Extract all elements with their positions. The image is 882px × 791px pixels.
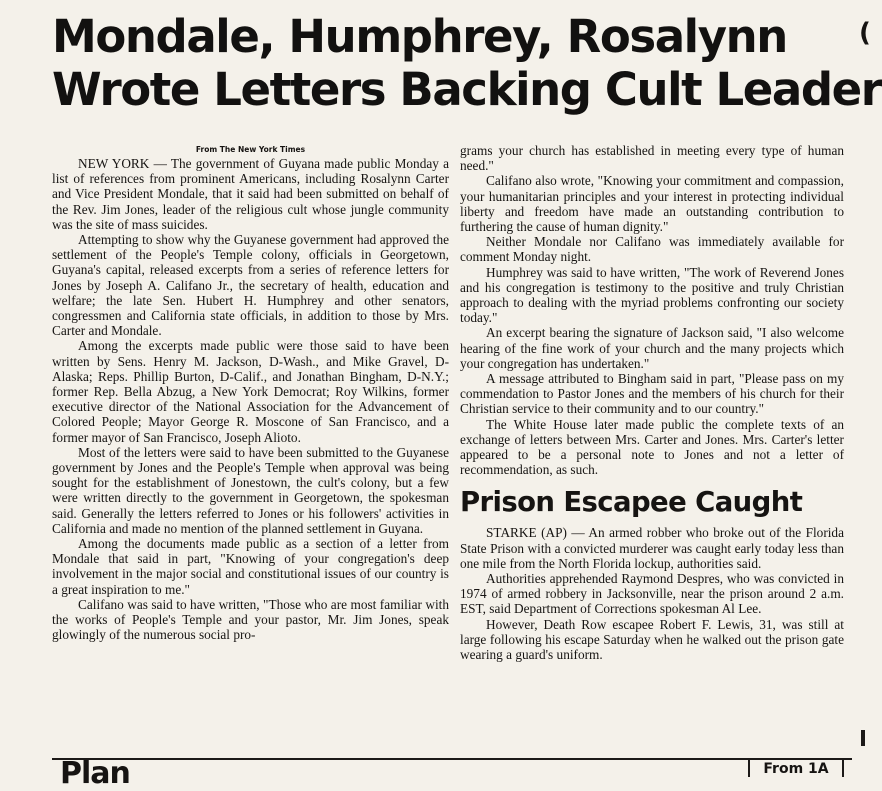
article-paragraph: Califano also wrote, "Knowing your commitment and compassion, your humanitarian principles and your interest in protecting individual liberty and freedom have made an outstanding contribution to furthering the cause of human dignity." bbox=[460, 173, 844, 235]
section-divider bbox=[52, 758, 852, 760]
article-paragraph: The White House later made public the complete texts of an exchange of letters between Mrs. Carter and Jones. Mrs. Carter's letter appeared to be a personal note to Jones and not a letter of recommendation, as such. bbox=[460, 416, 844, 478]
main-headline bbox=[52, 10, 882, 116]
article-paragraph: Among the documents made public as a section of a letter from Mondale that said in part, "Knowing of your congregation's deep involvement in the major social and constitutional issues of our country is a great inspiration to me." bbox=[52, 536, 449, 597]
adjacent-column-fragment: ( bbox=[859, 18, 871, 48]
article-column-right bbox=[460, 143, 844, 662]
article-paragraph: Neither Mondale nor Califano was immediately available for comment Monday night. bbox=[460, 234, 844, 265]
article-paragraph: Califano was said to have written, "Those who are most familiar with the works of People's Temple and your pastor, Mr. Jim Jones, speak glowingly of the numerous social pro- bbox=[52, 596, 449, 643]
adjacent-column-mark bbox=[861, 730, 865, 746]
wire-credit: From The New York Times bbox=[195, 145, 306, 154]
jump-label-box: From 1A bbox=[748, 758, 844, 777]
sidebar-paragraph: STARKE (AP) — An armed robber who broke out of the Florida State Prison with a convicted murderer was caught early today less than one mile from the North Florida lockup, authorities said. bbox=[460, 525, 844, 571]
headline-line-2: Wrote Letters Backing Cult Leader bbox=[52, 63, 882, 116]
article-paragraph: Attempting to show why the Guyanese government had approved the settlement of the People's Temple colony, officials in Georgetown, Guyana's capital, released excerpts from a series of reference letters for Jones by Joseph A. Califano Jr., the secretary of health, education and welfare; the late Sen. Hubert H. Humphrey and other senators, congressmen and California state officials, in addition to those by Mrs. Carter and Mondale. bbox=[52, 232, 449, 339]
article-column-left bbox=[52, 143, 449, 643]
article-paragraph: NEW YORK — The government of Guyana made public Monday a list of references from prominent Americans, including Rosalynn Carter and Vice President Mondale, that it said had been submitted on behalf of the Rev. Jim Jones, leader of the religious cult whose jungle community was the site of mass suicides. bbox=[52, 156, 449, 232]
sidebar-headline: Prison Escapee Caught bbox=[460, 486, 803, 519]
sidebar-paragraph: However, Death Row escapee Robert F. Lewis, 31, was still at large following his escape Saturday when he walked out the prison gate wearing a guard's uniform. bbox=[460, 616, 844, 663]
article-paragraph: Most of the letters were said to have been submitted to the Guyanese government by Jones and the People's Temple when approval was being sought for the establishment of Jonestown, the cult's colony, but a few were written directly to the government in Georgetown, the spokesman said. Generally the letters referred to Jones or his followers' activities in California and made no mention of the planned settlement in Guyana. bbox=[52, 444, 449, 536]
article-paragraph: Among the excerpts made public were those said to have been written by Sens. Henry M. Jackson, D-Wash., and Mike Gravel, D-Alaska; Reps. Phillip Burton, D-Calif., and Jonathan Bingham, D-N.Y.; former Rep. Bella Abzug, a New York Democrat; Roy Wilkins, former executive director of the National Association for the Advancement of Colored People; Mayor George R. Moscone of San Francisco, and a former mayor of San Francisco, Joseph Alioto. bbox=[52, 338, 449, 445]
headline-line-1: Mondale, Humphrey, Rosalynn bbox=[52, 10, 787, 63]
article-paragraph: A message attributed to Bingham said in part, "Please pass on my commendation to Pastor Jones and the members of his church for their Christian service to their community and to our country." bbox=[460, 371, 844, 417]
article-paragraph: An excerpt bearing the signature of Jackson said, "I also welcome hearing of the fine work of your church and the many projects which your congregation has undertaken." bbox=[460, 325, 844, 371]
article-paragraph-continued: grams your church has established in meeting every type of human need." bbox=[460, 143, 844, 174]
article-paragraph: Humphrey was said to have written, "The work of Reverend Jones and his congregation is testimony to the positive and truly Christian approach to dealing with the myriad problems confronting our society today." bbox=[460, 264, 844, 326]
sidebar-paragraph: Authorities apprehended Raymond Despres, who was convicted in 1974 of armed robbery in Jacksonville, near the prison around 2 a.m. EST, said Department of Corrections spokesman Al Lee. bbox=[460, 571, 844, 617]
next-headline-fragment: Plan bbox=[60, 756, 130, 791]
